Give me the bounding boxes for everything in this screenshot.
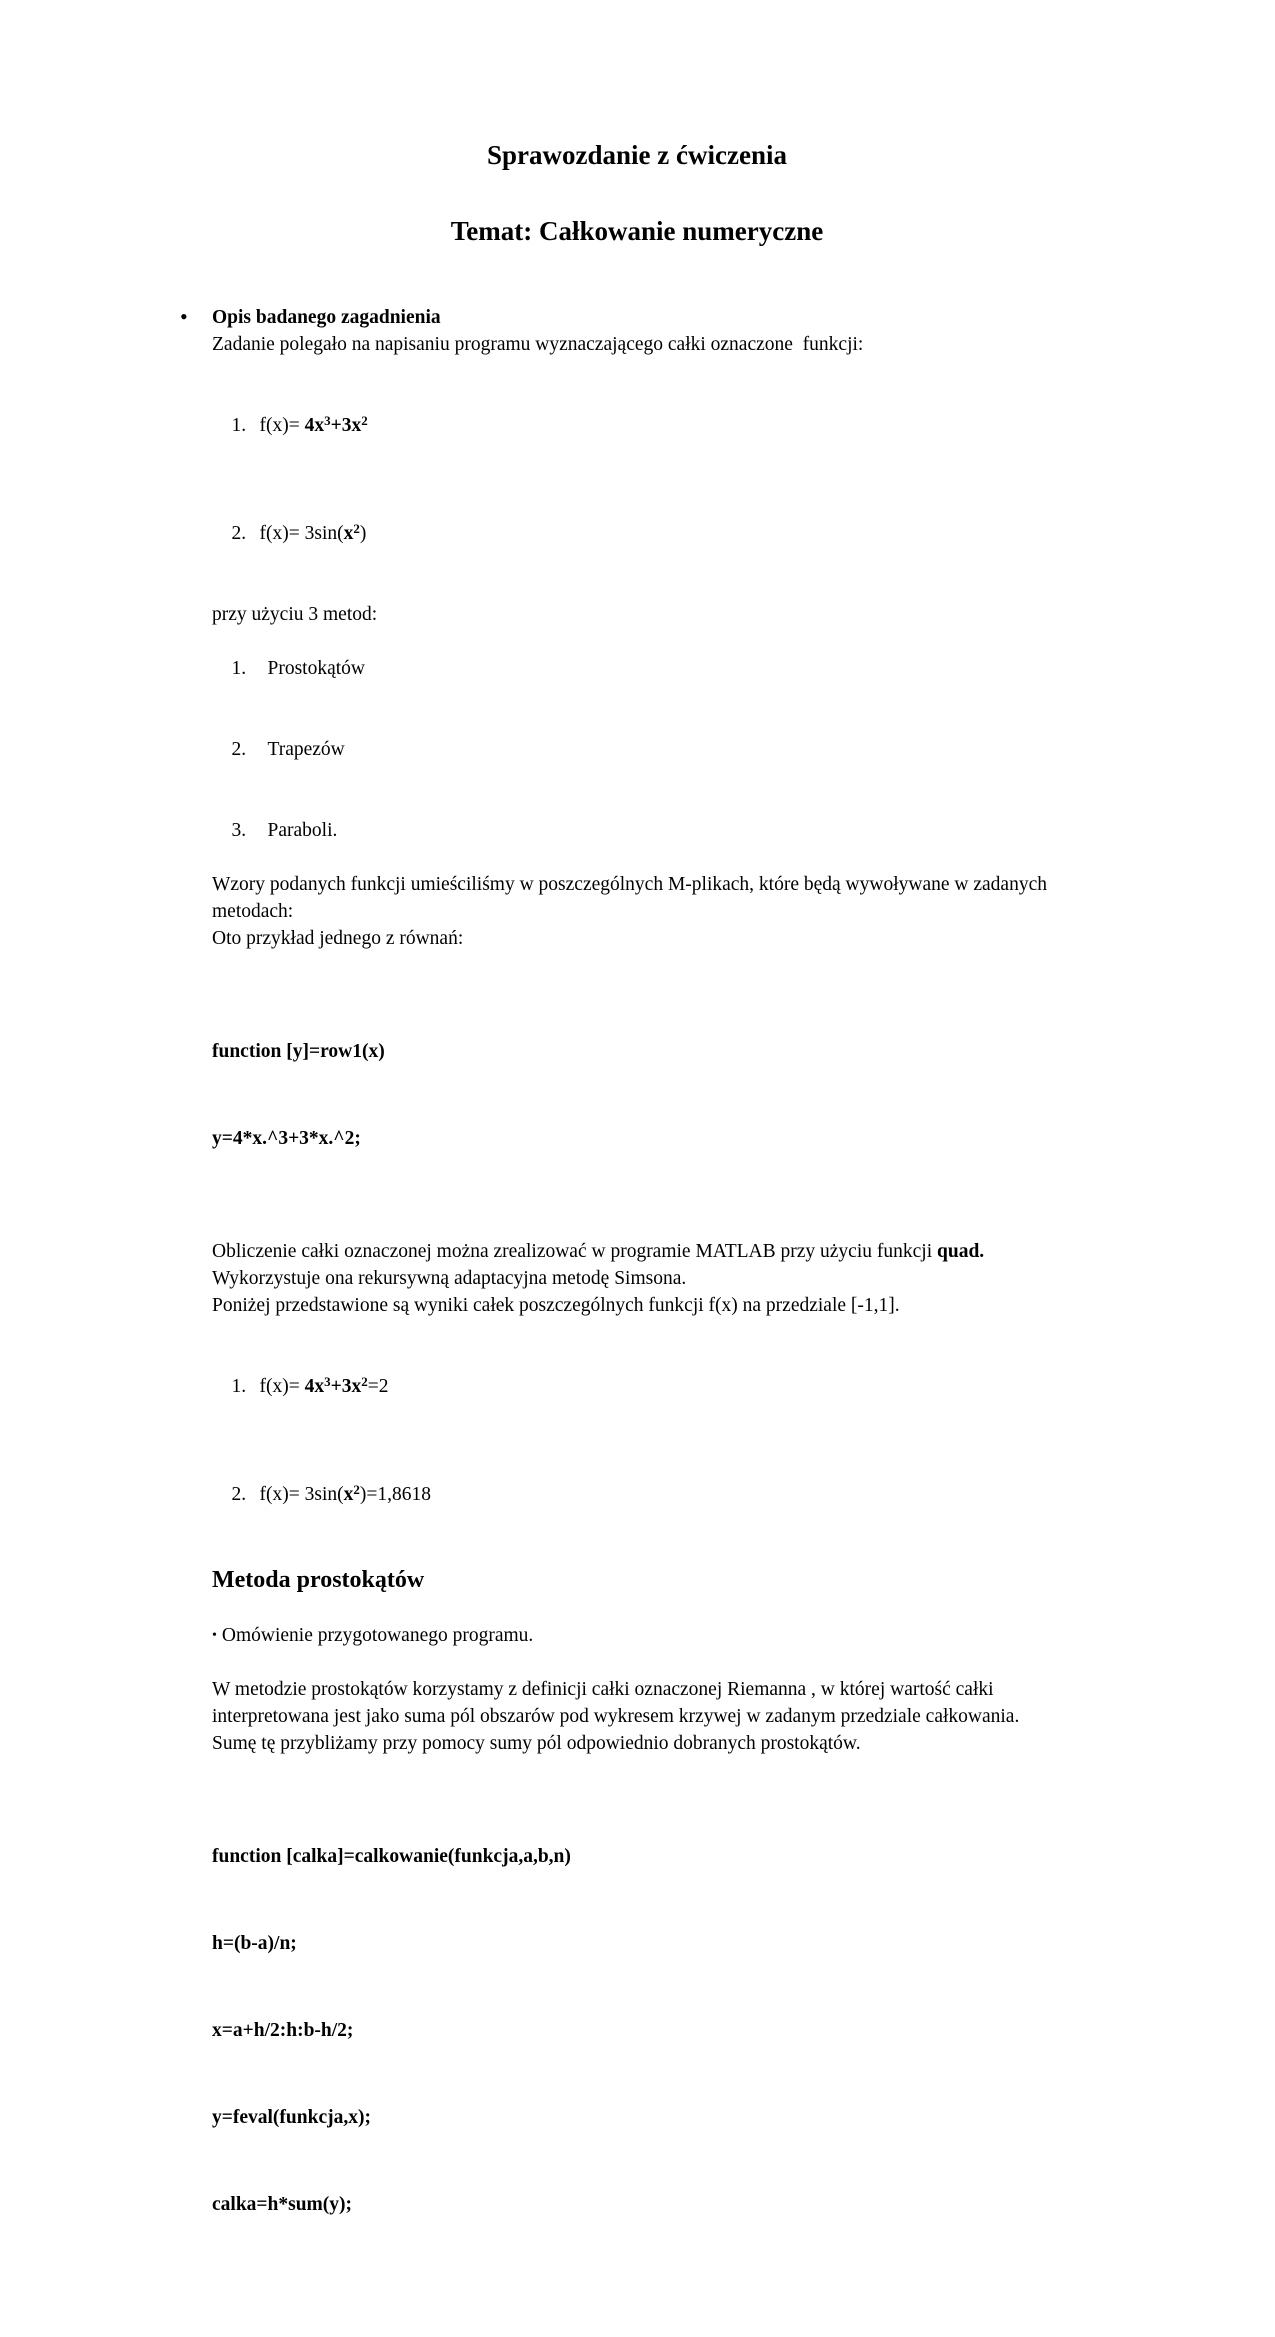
code-line: y=feval(funkcja,x); [212,2107,371,2128]
result-2-number: 2. [231,1484,247,1505]
code-line: h=(b-a)/n; [212,1933,297,1954]
formula-item-2 [212,493,1062,574]
formula-2-expression [260,523,367,544]
document-subtitle: Temat: Całkowanie numeryczne [450,216,824,246]
results-intro-paragraph: Poniżej przedstawione są wyniki całek poszczególnych funkcji f(x) na przedziale [-1,1]. [212,1295,900,1316]
code-line: function [y]=row1(x) [212,1041,385,1062]
text-run: f(x)= [259,415,305,436]
text-run: +3x [330,415,362,436]
rect-body-paragraph: W metodzie prostokątów korzystamy z definicji całki oznaczonej Riemanna , w której wartość całki interpretowana jest jako suma pól obszarów pod wykresem krzywej w zadanym przedziale całkowania. Sumę tę przybliżamy przy pomocy sumy pól odpowiednio dobranych prostokątów. [212,1679,1025,1754]
text-run: 4x [304,415,325,436]
method-item-3 [212,790,1062,871]
method-3-number: 3. [231,820,247,841]
rect-subheading-row [212,1622,1062,1649]
method-item-2 [212,709,1062,790]
formula-item-1 [212,385,1062,466]
text-run-quad-bold: quad. [937,1241,985,1262]
code-line: calka=h*sum(y); [212,2194,353,2215]
code-line: x=a+h/2:h:b-h/2; [212,2020,354,2041]
document-title: Sprawozdanie z ćwiczenia [487,140,787,170]
superscript: 3 [324,413,331,428]
bullet-icon: • [180,304,188,329]
text-run: )=1,8618 [359,1484,431,1505]
code-line: y=4*x.^3+3*x.^2; [212,1128,361,1149]
method-2-number: 2. [231,739,247,760]
superscript: 2 [353,1482,360,1497]
opis-section-heading: Opis badanego zagadnienia [212,307,441,328]
result-1-number: 1. [231,1376,247,1397]
mfiles-paragraph: Wzory podanych funkcji umieściliśmy w poszczególnych M-plikach, które będą wywoływane w zadanych metodach: [212,874,1052,922]
method-3-label: Paraboli. [267,820,338,841]
superscript: 2 [361,413,368,428]
text-run: x [343,523,354,544]
text-run: 4x [304,1376,325,1397]
text-run: =2 [367,1376,389,1397]
text-run: f(x)= [259,1376,305,1397]
example-paragraph: Oto przykład jednego z równań: [212,928,464,949]
superscript: 2 [361,1374,368,1389]
code-block-calkowanie [212,1784,1062,2277]
opis-intro-paragraph: Zadanie polegało na napisaniu programu wyznaczającego całki oznaczone funkcji: [212,334,864,355]
method-item-1 [212,628,1062,709]
result-item-2 [212,1454,1062,1535]
result-item-1 [212,1346,1062,1427]
text-run: ) [359,523,367,544]
section-heading-metoda-prostokatow: Metoda prostokątów [212,1567,425,1593]
result-2-expression [260,1484,431,1505]
result-1-expression [260,1376,389,1397]
opis-heading-row [180,304,1062,331]
text-run: x [343,1484,354,1505]
formula-1-number: 1. [231,415,247,436]
rect-subheading: Omówienie przygotowanego programu. [221,1625,534,1646]
superscript: 2 [353,521,360,536]
quad-paragraph [212,1238,1062,1292]
text-run: f(x)= 3sin( [259,1484,344,1505]
code-block-row1 [212,979,1062,1211]
superscript: 3 [324,1374,331,1389]
text-run: Wykorzystuje ona rekursywną adaptacyjna metodę Simsona. [212,1241,994,1289]
method-1-number: 1. [231,658,247,679]
text-run: f(x)= 3sin( [259,523,344,544]
formula-2-number: 2. [231,523,247,544]
code-line: function [calka]=calkowanie(funkcja,a,b,n) [212,1846,571,1867]
method-1-label: Prostokątów [267,658,365,679]
method-2-label: Trapezów [267,739,345,760]
small-bullet-icon: • [212,1628,217,1643]
methods-intro: przy użyciu 3 metod: [212,604,378,625]
formula-1-expression [260,415,368,436]
text-run: +3x [330,1376,362,1397]
text-run: Obliczenie całki oznaczonej można zrealizować w programie MATLAB przy użyciu funkcji [212,1241,937,1262]
